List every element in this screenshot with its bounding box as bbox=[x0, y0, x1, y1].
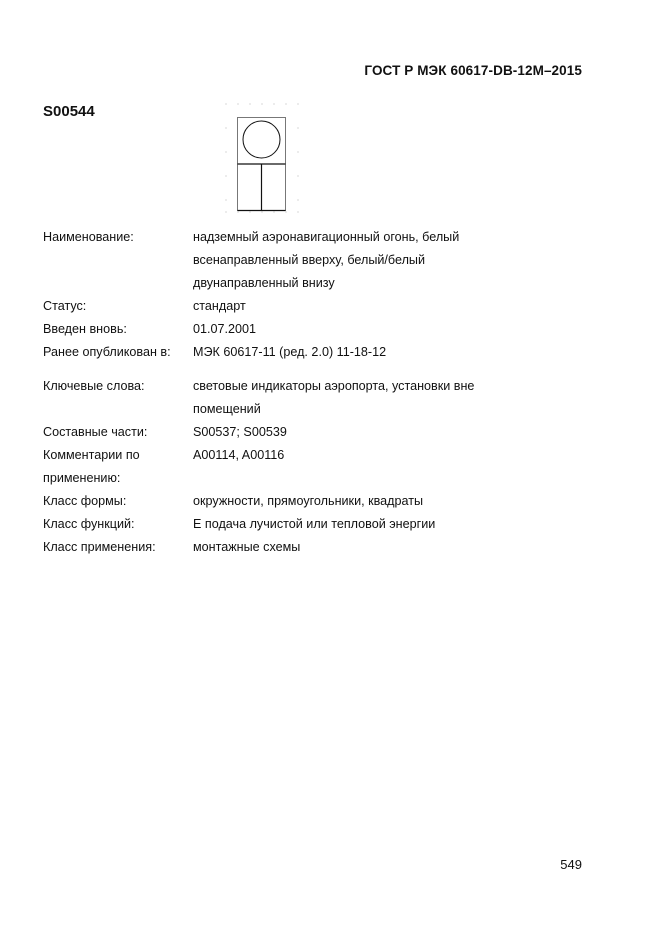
field-name bbox=[43, 226, 603, 295]
field-label: Ключевые слова: bbox=[43, 379, 145, 393]
field-value: световые индикаторы аэропорта, установки вне помещений bbox=[193, 379, 475, 416]
field-label: Ранее опубликован в: bbox=[43, 345, 171, 359]
standard-header: ГОСТ Р МЭК 60617-DB-12M–2015 bbox=[364, 63, 582, 78]
field-value: 01.07.2001 bbox=[193, 322, 257, 336]
field-application-notes bbox=[43, 444, 603, 490]
field-label: Класс функций: bbox=[43, 517, 135, 531]
field-value: окружности, прямоугольники, квадраты bbox=[193, 494, 424, 508]
field-shape-class bbox=[43, 490, 603, 513]
field-label: Комментарии по применению: bbox=[43, 448, 140, 485]
field-status bbox=[43, 295, 603, 318]
field-components bbox=[43, 421, 603, 444]
field-value: монтажные схемы bbox=[193, 540, 301, 554]
field-value: стандарт bbox=[193, 299, 246, 313]
field-function-class bbox=[43, 513, 603, 536]
field-label: Статус: bbox=[43, 299, 87, 313]
page-number: 549 bbox=[560, 857, 582, 872]
field-label: Класс применения: bbox=[43, 540, 156, 554]
field-label: Наименование: bbox=[43, 230, 134, 244]
field-value: S00537; S00539 bbox=[193, 425, 287, 439]
field-label: Введен вновь: bbox=[43, 322, 127, 336]
symbol-properties bbox=[43, 226, 603, 559]
field-introduced bbox=[43, 318, 603, 341]
symbol-figure bbox=[222, 100, 302, 218]
field-previously-published bbox=[43, 341, 603, 364]
field-value: надземный аэронавигационный огонь, белый всенаправленный вверху, белый/белый двунаправленный внизу bbox=[193, 230, 460, 290]
symbol-id: S00544 bbox=[43, 103, 95, 120]
field-value: E подача лучистой или тепловой энергии bbox=[193, 517, 436, 531]
aeronautical-ground-light-symbol-icon bbox=[222, 100, 302, 218]
field-value: A00114, A00116 bbox=[193, 448, 285, 462]
field-value: МЭК 60617-11 (ред. 2.0) 11-18-12 bbox=[193, 345, 387, 359]
field-keywords bbox=[43, 375, 603, 421]
field-label: Класс формы: bbox=[43, 494, 127, 508]
field-application-class bbox=[43, 536, 603, 559]
field-label: Составные части: bbox=[43, 425, 148, 439]
spacer bbox=[43, 364, 603, 375]
